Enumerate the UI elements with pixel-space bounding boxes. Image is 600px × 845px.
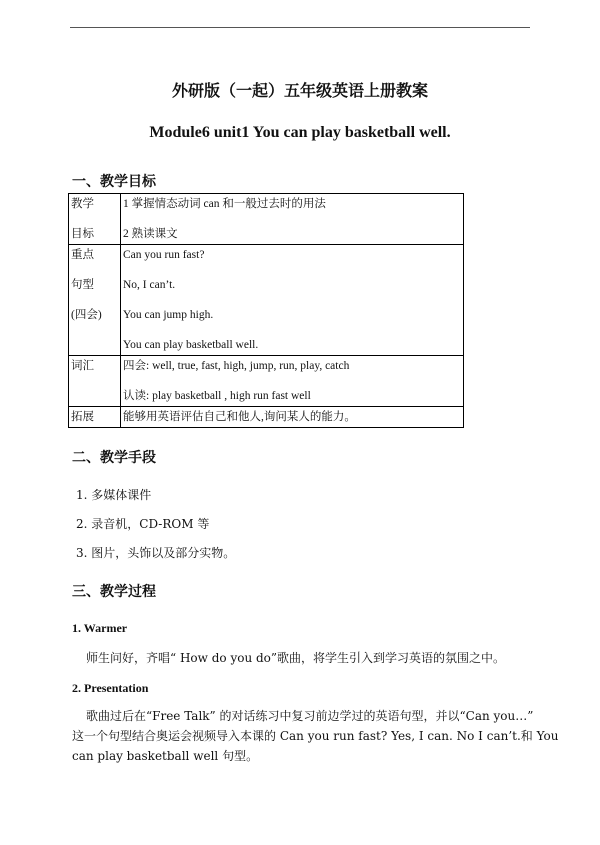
presentation-heading: 2. Presentation <box>72 681 149 695</box>
list-item: 3. 图片，头饰以及部分实物。 <box>76 546 236 560</box>
row-content: 1 掌握情态动词 can 和一般过去时的用法 2 熟读课文 <box>121 194 464 245</box>
row-header: 拓展 <box>69 407 121 428</box>
objectives-table <box>68 193 464 428</box>
warmer-heading: 1. Warmer <box>72 621 128 635</box>
row-header: 重点 句型 (四会) <box>69 245 121 356</box>
table-row <box>69 245 464 356</box>
row-header: 教学 目标 <box>69 194 121 245</box>
row-content: 能够用英语评估自己和他人,询问某人的能力。 <box>121 407 464 428</box>
table-row <box>69 356 464 407</box>
row-header: 词汇 <box>69 356 121 407</box>
section-heading-objectives: 一、教学目标 <box>72 174 156 190</box>
row-content: 四会: well, true, fast, high, jump, run, play, catch 认读: play basketball , high run fast well <box>121 356 464 407</box>
table-row <box>69 194 464 245</box>
module-title: Module6 unit1 You can play basketball well. <box>149 124 451 141</box>
warmer-text: 师生问好，齐唱“ How do you do”歌曲，将学生引入到学习英语的氛围之中。 <box>86 651 506 665</box>
page-title: 外研版（一起）五年级英语上册教案 <box>171 81 428 100</box>
section-heading-means: 二、教学手段 <box>72 450 156 466</box>
list-item: 1. 多媒体课件 <box>76 488 152 502</box>
presentation-text: 歌曲过后在“Free Talk” 的对话练习中复习前边学过的英语句型，并以“Can you…” 这一个句型结合奥运会视频导入本课的 Can you run fast? Yes, I can. No I can’t.和 You can play basketball well 句型。 <box>72 709 559 763</box>
table-row <box>69 407 464 428</box>
row-content: Can you run fast? No, I can’t. You can jump high. You can play basketball well. <box>121 245 464 356</box>
section-heading-process: 三、教学过程 <box>72 584 156 600</box>
list-item: 2. 录音机，CD-ROM 等 <box>76 517 210 531</box>
header-rule <box>70 27 530 28</box>
